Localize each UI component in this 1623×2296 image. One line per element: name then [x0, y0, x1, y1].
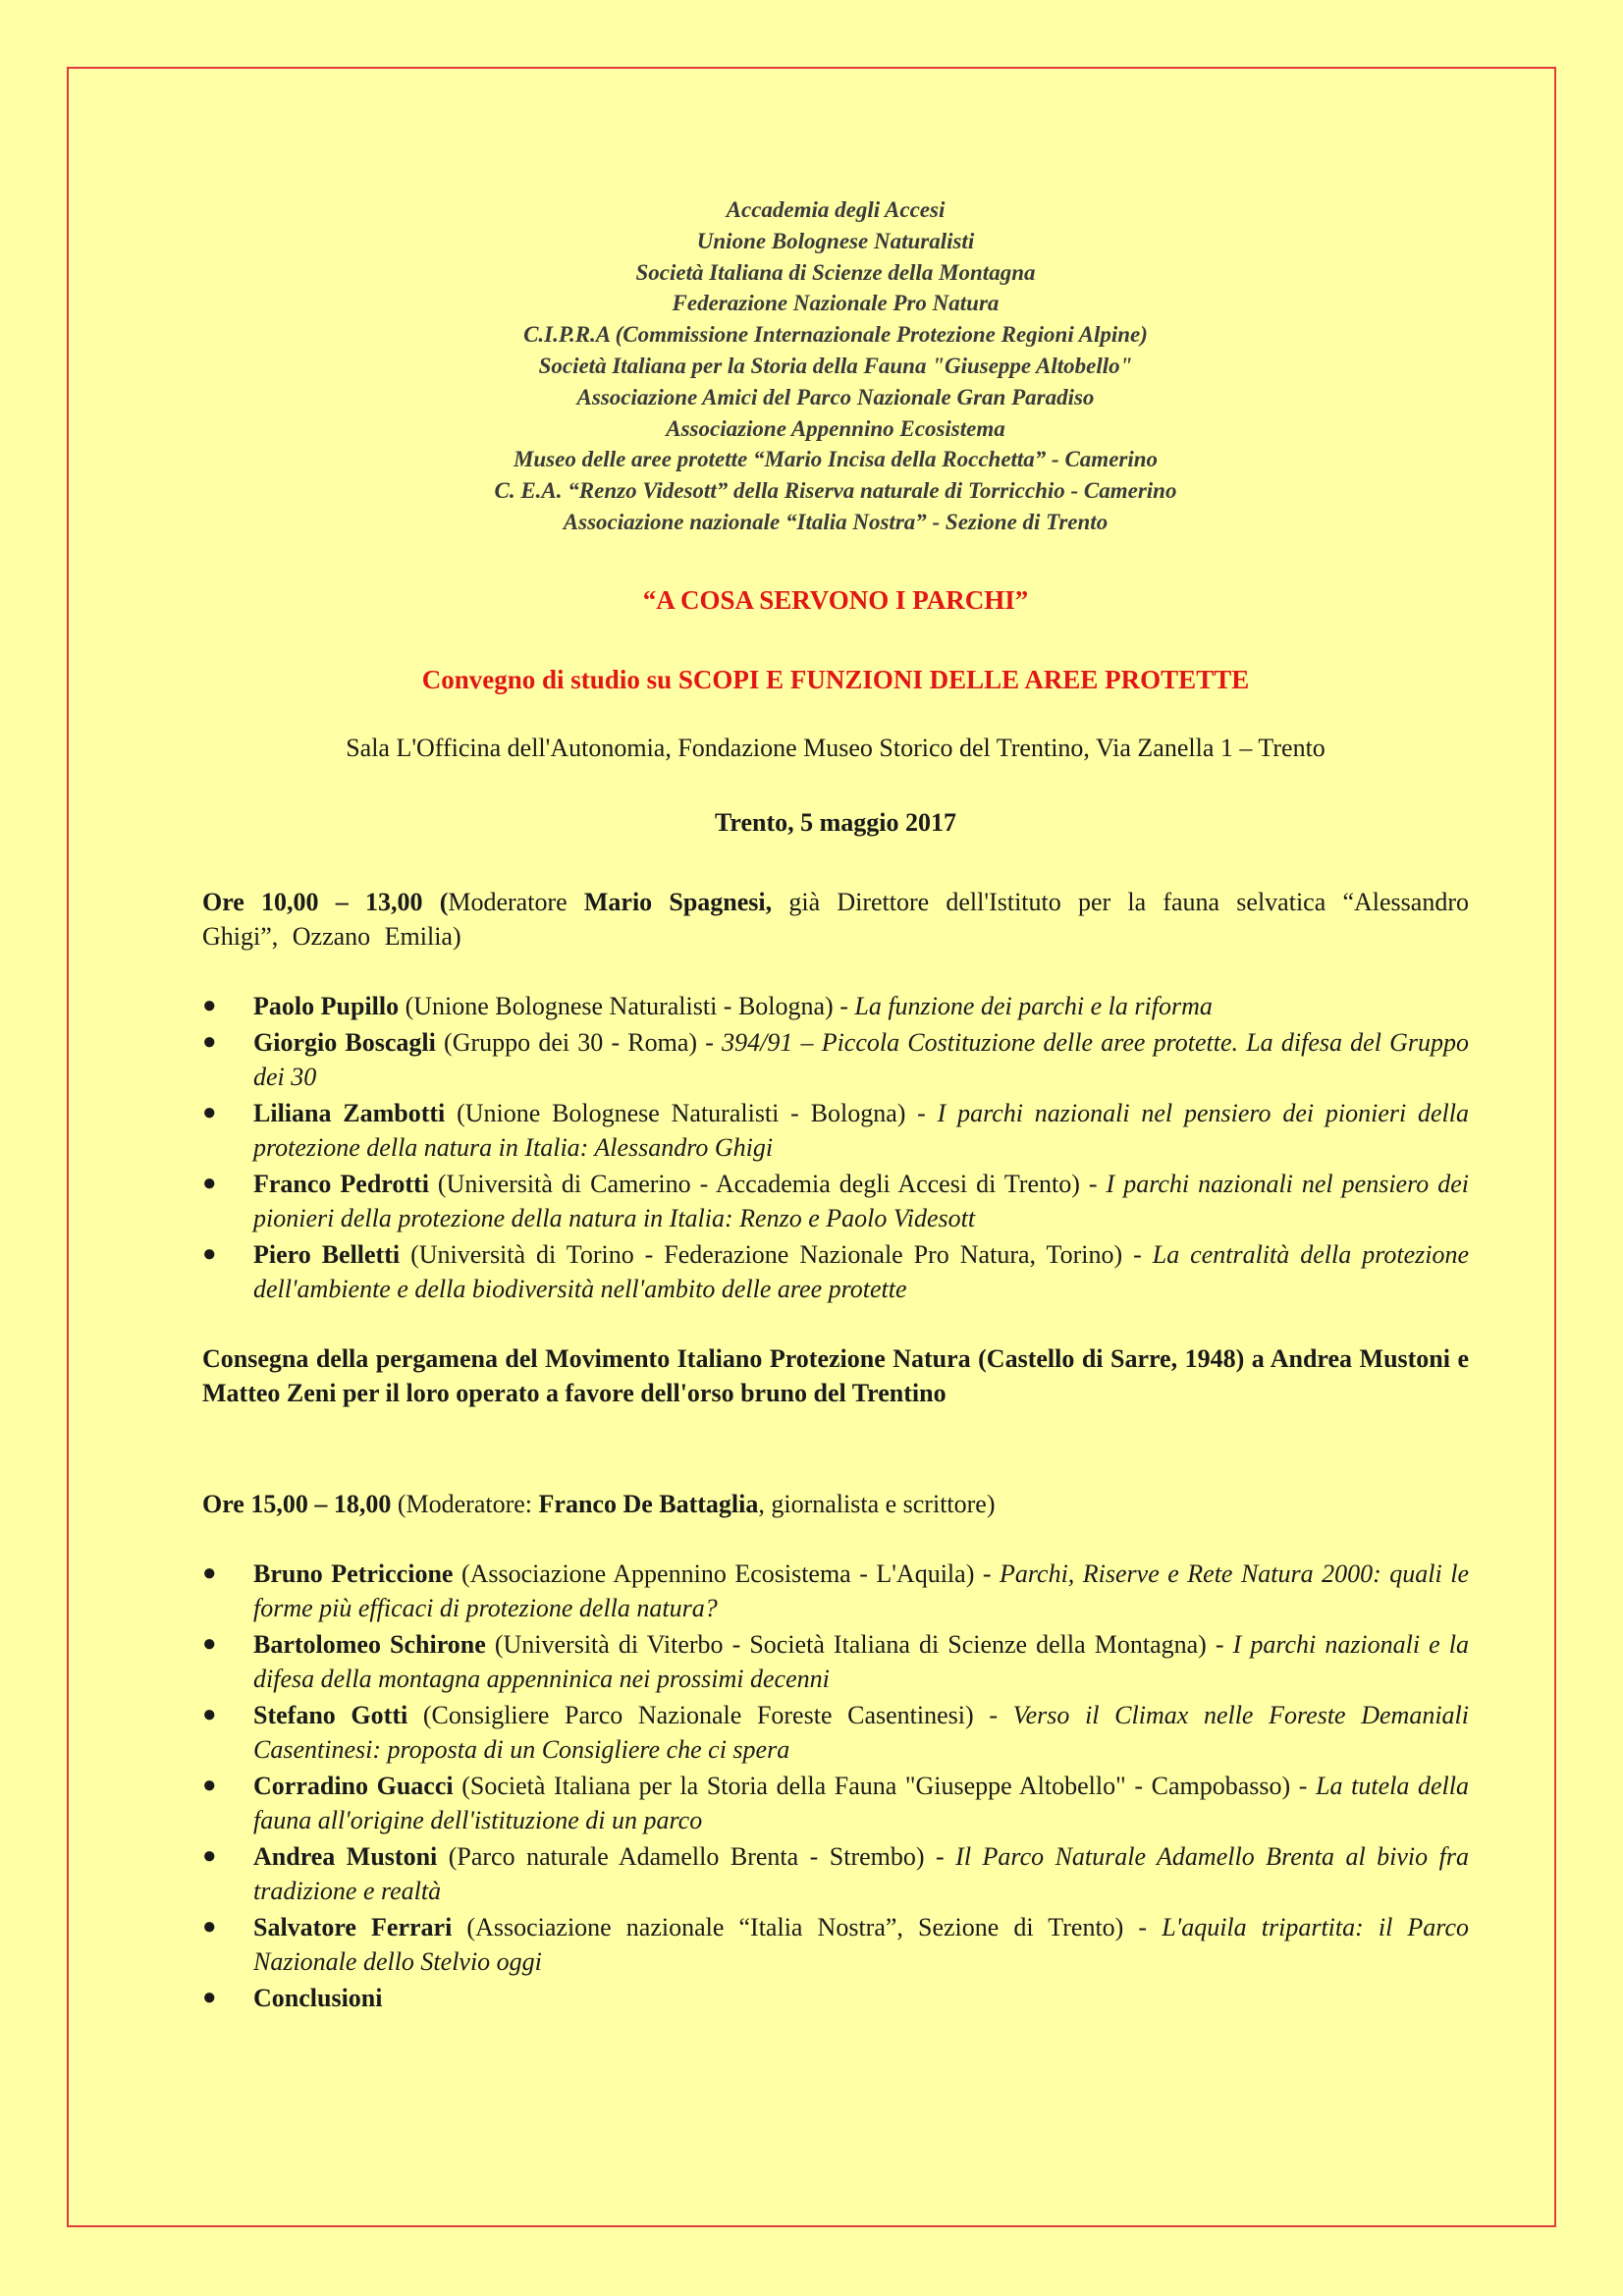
speaker-affiliation: (Università di Viterbo - Società Italiana di Scienze della Montagna) - — [485, 1629, 1233, 1659]
bullet-icon: ● — [202, 1913, 217, 1940]
bullet-icon: ● — [202, 1099, 217, 1125]
event-date: Trento, 5 maggio 2017 — [714, 807, 957, 837]
bullet-icon: ● — [202, 1170, 217, 1196]
speaker-affiliation: (Unione Bolognese Naturalisti - Bologna) - — [445, 1098, 938, 1127]
bullet-icon: ● — [202, 1630, 217, 1657]
list-item — [202, 1981, 1469, 2015]
bullet-icon: ● — [202, 1701, 217, 1727]
speaker-name: Bartolomeo Schirone — [253, 1629, 486, 1659]
speaker-name: Piero Belletti — [253, 1239, 401, 1269]
talk-title: Parchi, Riserve e Rete Natura 2000: quali le forme più efficaci di protezione della natura? — [253, 1558, 1469, 1622]
list-item — [202, 989, 1469, 1023]
speaker-affiliation: (Università di Camerino - Accademia degli Accesi di Trento) - — [428, 1169, 1107, 1198]
moderator-role: , giornalista e scrittore) — [758, 1489, 996, 1518]
organizer: Accademia degli Accesi — [726, 197, 946, 222]
organizer: Società Italiana di Scienze della Montagna — [635, 259, 1036, 285]
speaker-affiliation: (Parco naturale Adamello Brenta - Strembo) - — [437, 1841, 956, 1871]
speaker-name: Corradino Guacci — [253, 1771, 454, 1800]
session-time: Ore 10,00 – 13,00 ( — [202, 887, 449, 916]
speaker-name: Liliana Zambotti — [253, 1098, 446, 1127]
moderator-role: già Direttore dell'Istituto per la fauna selvatica “Alessandro Ghigi”, Ozzano Emilia) — [202, 887, 1469, 951]
talk-title: La tutela della fauna all'origine dell'istituzione di un parco — [253, 1771, 1469, 1834]
organizer: Unione Bolognese Naturalisti — [696, 228, 975, 253]
bullet-icon: ● — [202, 1028, 217, 1055]
bullet-icon: ● — [202, 1240, 217, 1267]
organizer: Associazione Amici del Parco Nazionale Gran Paradiso — [576, 384, 1095, 410]
speaker-affiliation: (Consigliere Parco Nazionale Foreste Casentinesi) - — [407, 1700, 1013, 1729]
list-item — [202, 1698, 1469, 1767]
list-item — [202, 1910, 1469, 1979]
organizer: Società Italiana per la Storia della Fauna "Giuseppe Altobello" — [538, 353, 1133, 378]
talk-title: L'aquila tripartita: il Parco Nazionale dello Stelvio oggi — [253, 1912, 1469, 1976]
afternoon-session-header — [202, 1487, 1469, 1521]
bullet-icon: ● — [202, 1772, 217, 1798]
talk-title: Verso il Climax nelle Foreste Demaniali Casentinesi: proposta di un Consigliere che ci spera — [253, 1700, 1469, 1764]
talk-title: I parchi nazionali e la difesa della montagna appenninica nei prossimi decenni — [253, 1629, 1469, 1693]
talk-title: 394/91 – Piccola Costituzione delle aree protette. La difesa del Gruppo dei 30 — [253, 1027, 1470, 1091]
morning-session-header — [202, 885, 1469, 954]
bullet-icon: ● — [202, 1842, 217, 1869]
speaker-affiliation: (Società Italiana per la Storia della Fauna "Giuseppe Altobello" - Campobasso) - — [453, 1771, 1317, 1800]
moderator-prefix: (Moderatore: — [391, 1489, 539, 1518]
list-item — [202, 1627, 1469, 1696]
afternoon-talks — [202, 1557, 1469, 2015]
talk-title: I parchi nazionali nel pensiero dei pionieri della protezione della natura in Italia: Renzo e Paolo Videsott — [253, 1169, 1469, 1232]
organizer: Associazione Appennino Ecosistema — [666, 415, 1005, 441]
bullet-icon: ● — [202, 1559, 217, 1586]
moderator-name: Mario Spagnesi, — [583, 887, 773, 916]
speaker-name: Bruno Petriccione — [253, 1558, 454, 1588]
moderator-prefix: Moderatore — [448, 887, 584, 916]
session-time: Ore 15,00 – 18,00 — [202, 1489, 392, 1518]
list-item — [202, 1839, 1469, 1908]
list-item — [202, 1167, 1469, 1235]
organizer: C.I.P.R.A (Commissione Internazionale Protezione Regioni Alpine) — [523, 322, 1148, 348]
speaker-name: Andrea Mustoni — [253, 1841, 438, 1871]
bullet-icon: ● — [202, 992, 217, 1018]
talk-title: La centralità della protezione dell'ambiente e della biodiversità nell'ambito delle aree protette — [253, 1239, 1469, 1303]
organizer: Federazione Nazionale Pro Natura — [672, 291, 1000, 316]
talk-title: Il Parco Naturale Adamello Brenta al bivio fra tradizione e realtà — [253, 1841, 1469, 1905]
speaker-affiliation: (Gruppo dei 30 - Roma) - — [435, 1027, 723, 1057]
list-item — [202, 1096, 1469, 1165]
organizers-list — [202, 194, 1469, 538]
speaker-name: Franco Pedrotti — [253, 1169, 429, 1198]
list-item — [202, 1237, 1469, 1306]
speaker-name: Paolo Pupillo — [253, 991, 400, 1020]
speaker-name: Giorgio Boscagli — [253, 1027, 436, 1057]
list-item — [202, 1025, 1469, 1094]
list-item — [202, 1557, 1469, 1625]
list-item — [202, 1769, 1469, 1837]
bullet-icon: ● — [202, 1984, 217, 2010]
award-announcement: Consegna della pergamena del Movimento Italiano Protezione Natura (Castello di Sarre, 1948) a Andrea Mustoni e Matteo Zeni per il loro operato a favore dell'orso bruno del Trentino — [202, 1343, 1469, 1407]
talk-title: I parchi nazionali nel pensiero dei pionieri della protezione della natura in Italia: Alessandro Ghigi — [253, 1098, 1469, 1162]
talk-title: La funzione dei parchi e la riforma — [854, 991, 1213, 1020]
morning-talks — [202, 989, 1469, 1306]
speaker-affiliation: (Università di Torino - Federazione Nazionale Pro Natura, Torino) - — [400, 1239, 1153, 1269]
speaker-name: Salvatore Ferrari — [253, 1912, 453, 1941]
moderator-name: Franco De Battaglia — [538, 1489, 759, 1518]
speaker-affiliation: (Associazione Appennino Ecosistema - L'Aquila) - — [453, 1558, 1000, 1588]
venue: Sala L'Officina dell'Autonomia, Fondazione Museo Storico del Trentino, Via Zanella 1 – Trento — [346, 733, 1325, 762]
speaker-name: Conclusioni — [253, 1983, 383, 2012]
organizer: Associazione nazionale “Italia Nostra” - Sezione di Trento — [563, 509, 1109, 534]
speaker-affiliation: (Associazione nazionale “Italia Nostra”, Sezione di Trento) - — [452, 1912, 1163, 1941]
document-body — [202, 194, 1469, 2017]
conference-subtitle: Convegno di studio su SCOPI E FUNZIONI DELLE AREE PROTETTE — [421, 664, 1250, 694]
speaker-name: Stefano Gotti — [253, 1700, 408, 1729]
conference-title: “A COSA SERVONO I PARCHI” — [642, 584, 1029, 615]
organizer: Museo delle aree protette “Mario Incisa della Rocchetta” - Camerino — [513, 447, 1159, 472]
organizer: C. E.A. “Renzo Videsott” della Riserva naturale di Torricchio - Camerino — [494, 478, 1177, 504]
speaker-affiliation: (Unione Bolognese Naturalisti - Bologna) - — [399, 991, 855, 1020]
